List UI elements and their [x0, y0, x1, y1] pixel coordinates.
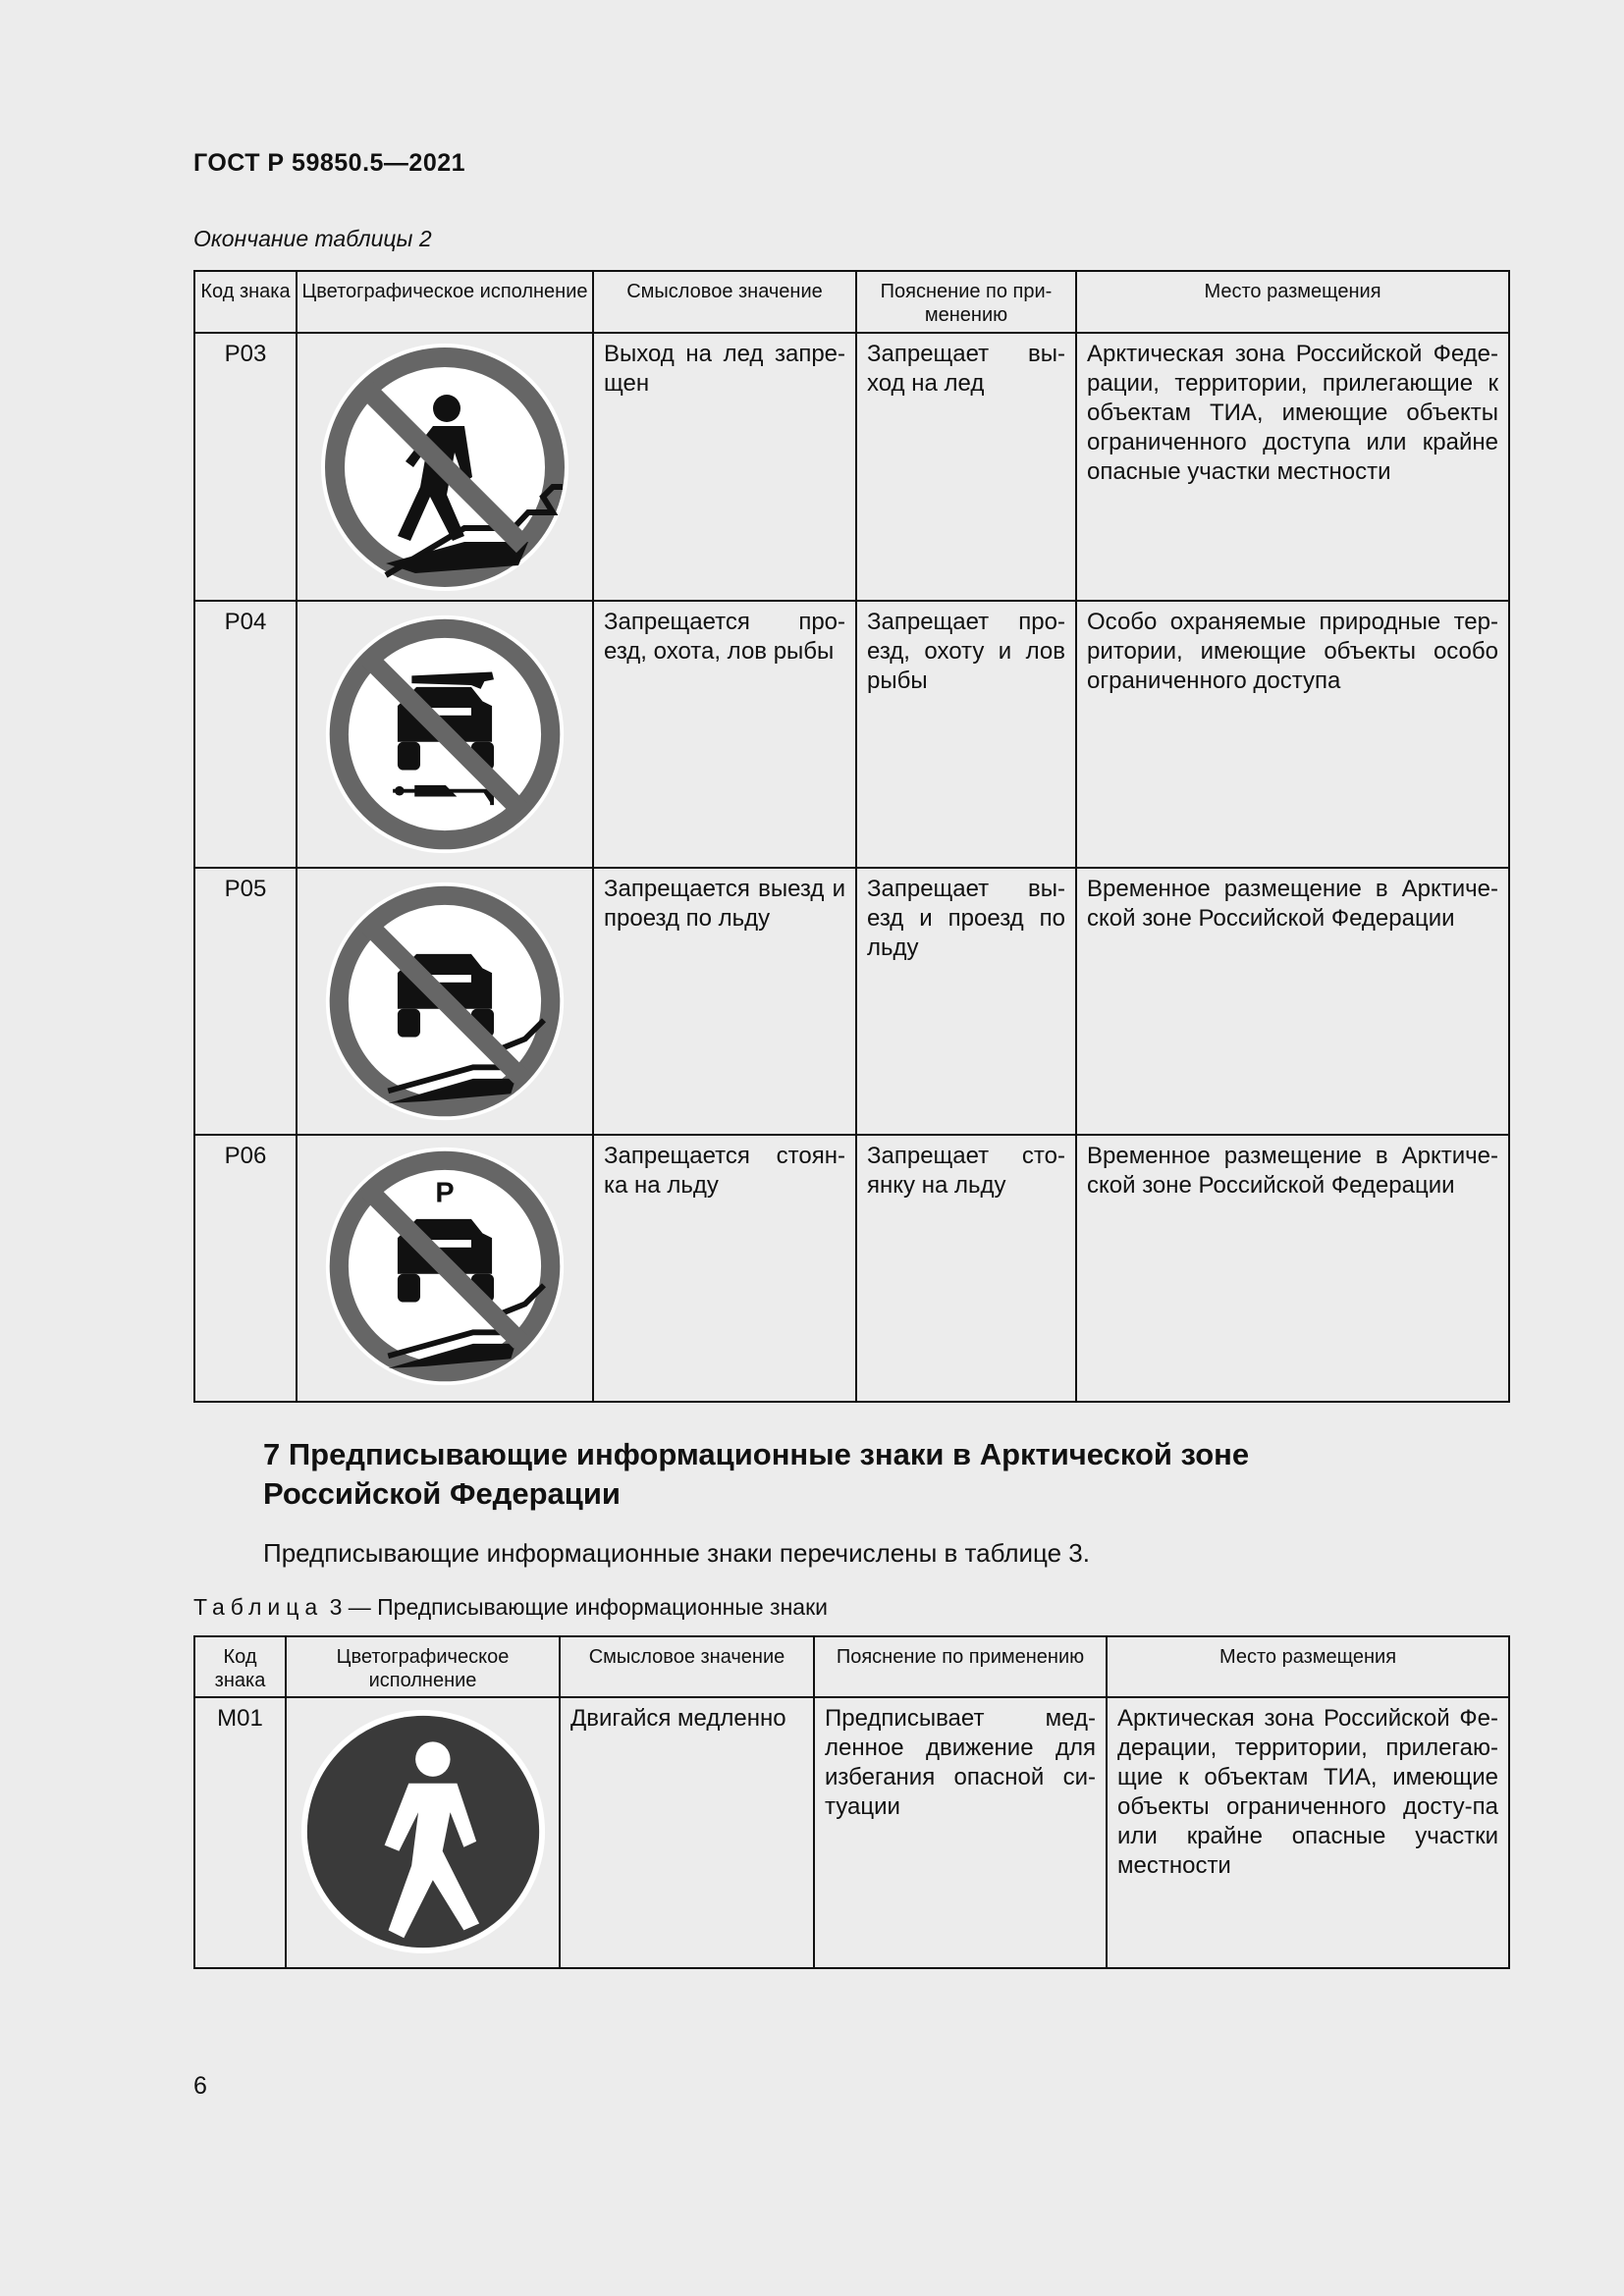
sign-code: Р04 [194, 601, 297, 868]
sign-explanation: Предписывает мед-ленное движение для избегания опасной си-туации [814, 1697, 1107, 1968]
table-row [194, 868, 1509, 1135]
column-header: Смысловое значение [593, 271, 856, 333]
no-walking-on-ice-sign-icon [317, 340, 572, 595]
section-heading: 7 Предписывающие информационные знаки в Арктической зоне Российской Федерации [263, 1437, 1250, 1511]
sign-placement: Временное размещение в Арктиче-ской зоне Российской Федерации [1076, 868, 1509, 1135]
sign-placement: Особо охраняемые природные тер-ритории, имеющие объекты особо ограниченного доступа [1076, 601, 1509, 868]
table3-caption-label: Таблица [193, 1594, 324, 1620]
section-paragraph: Предписывающие информационные знаки перечислены в таблице 3. [263, 1538, 1090, 1568]
column-header: Смысловое значение [560, 1636, 814, 1697]
column-header: Цветографическое исполнение [297, 271, 593, 333]
column-header: Цветографическое исполнение [286, 1636, 560, 1697]
table-row [194, 1135, 1509, 1402]
column-header: Код знака [194, 1636, 286, 1697]
sign-explanation: Запрещает сто-янку на льду [856, 1135, 1076, 1402]
sign-explanation: Запрещает вы-ход на лед [856, 333, 1076, 601]
column-header: Пояснение по при-менению [856, 271, 1076, 333]
table-row [194, 1697, 1509, 1968]
sign-code: Р03 [194, 333, 297, 601]
sign-meaning: Запрещается стоян-ка на льду [593, 1135, 856, 1402]
svg-text:P: P [435, 1177, 455, 1209]
table3-caption-text: 3 — Предписывающие информационные знаки [329, 1594, 829, 1620]
sign-code: М01 [194, 1697, 286, 1968]
no-parking-on-ice-sign-icon [322, 1144, 568, 1389]
sign-placement: Арктическая зона Российской Фе-дерации, территории, прилегаю-щие к объектам ТИА, имеющие объекты ограниченного досту-па или крайне опасные участки местности [1107, 1697, 1509, 1968]
column-header: Место размещения [1076, 271, 1509, 333]
no-driving-hunting-fishing-sign-icon [322, 612, 568, 857]
table-header-row [194, 271, 1509, 333]
walk-slowly-sign-icon [298, 1706, 549, 1957]
sign-code: Р06 [194, 1135, 297, 1402]
sign-meaning: Выход на лед запре-щен [593, 333, 856, 601]
column-header: Код знака [194, 271, 297, 333]
sign-explanation: Запрещает про-езд, охоту и лов рыбы [856, 601, 1076, 868]
sign-placement: Временное размещение в Арктиче-ской зоне Российской Федерации [1076, 1135, 1509, 1402]
sign-code: Р05 [194, 868, 297, 1135]
sign-meaning: Запрещается выезд и проезд по льду [593, 868, 856, 1135]
table3-caption [193, 1594, 828, 1621]
page-number: 6 [193, 2072, 207, 2100]
sign-meaning: Запрещается про-езд, охота, лов рыбы [593, 601, 856, 868]
no-driving-on-ice-sign-icon [322, 879, 568, 1124]
table-2 [193, 270, 1510, 1403]
table-3 [193, 1635, 1510, 1969]
document-standard-header: ГОСТ Р 59850.5—2021 [193, 149, 466, 177]
column-header: Место размещения [1107, 1636, 1509, 1697]
column-header: Пояснение по применению [814, 1636, 1107, 1697]
table-row [194, 601, 1509, 868]
table-header-row [194, 1636, 1509, 1697]
table2-caption: Окончание таблицы 2 [193, 226, 432, 251]
sign-explanation: Запрещает вы-езд и проезд по льду [856, 868, 1076, 1135]
sign-placement: Арктическая зона Российской Феде-рации, территории, прилегающие к объектам ТИА, имеющие объекты ограниченного доступа или крайне опасные участки местности [1076, 333, 1509, 601]
sign-meaning: Двигайся медленно [560, 1697, 814, 1968]
table-row [194, 333, 1509, 601]
